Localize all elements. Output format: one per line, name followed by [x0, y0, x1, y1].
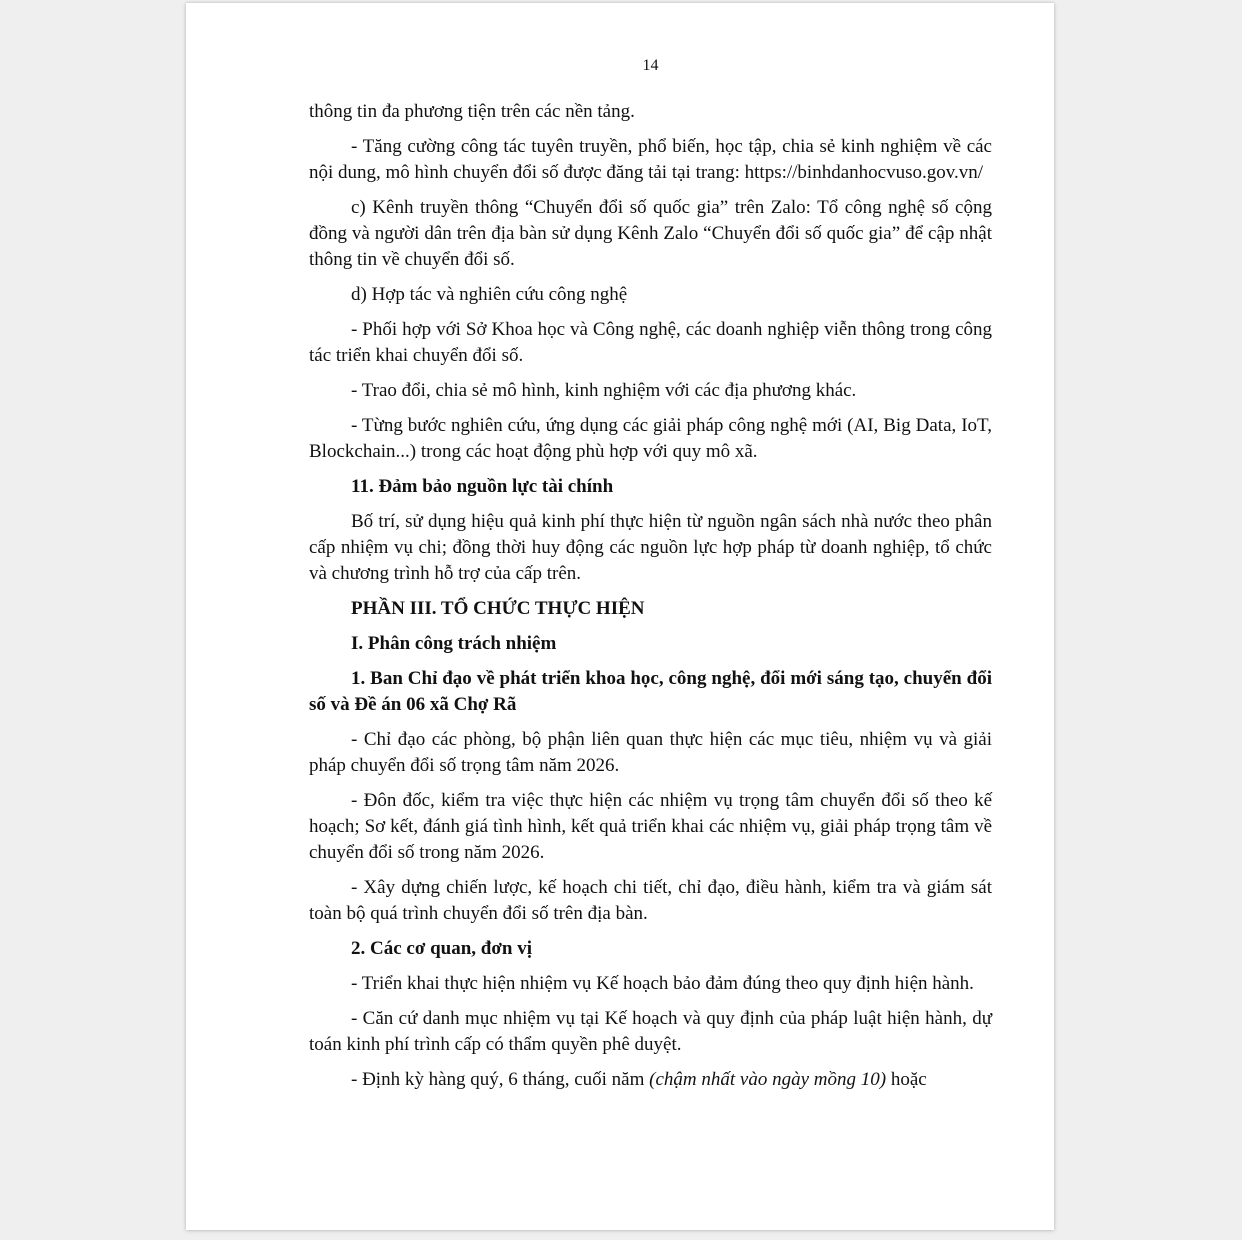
periodic-text-italic: (chậm nhất vào ngày mồng 10) [649, 1069, 887, 1090]
paragraph-urge: - Đôn đốc, kiểm tra việc thực hiện các nhiệm vụ trọng tâm chuyển đổi số theo kế hoạch; Sơ kết, đánh giá tình hình, kết quả triển khai các nhiệm vụ, giải pháp trọng tâm về chuyển đổi số trong năm 2026. [309, 790, 992, 863]
paragraph-research: - Từng bước nghiên cứu, ứng dụng các giải pháp công nghệ mới (AI, Big Data, IoT, Blockchain...) trong các hoạt động phù hợp với quy mô xã. [309, 415, 992, 462]
paragraph-coordinate: - Phối hợp với Sở Khoa học và Công nghệ, các doanh nghiệp viễn thông trong công tác triển khai chuyển đổi số. [309, 319, 992, 366]
periodic-text-after: hoặc [886, 1069, 927, 1090]
heading-steering-committee: 1. Ban Chỉ đạo về phát triển khoa học, công nghệ, đổi mới sáng tạo, chuyển đổi số và Đề án 06 xã Chợ Rã [309, 668, 992, 715]
paragraph-continuation: thông tin đa phương tiện trên các nền tảng. [309, 101, 635, 122]
document-page [186, 3, 1054, 1230]
paragraph-periodic [309, 1067, 992, 1093]
heading-part-three: PHẦN III. TỔ CHỨC THỰC HIỆN [351, 598, 645, 619]
periodic-text-before: - Định kỳ hàng quý, 6 tháng, cuối năm [351, 1069, 650, 1090]
paragraph-exchange: - Trao đổi, chia sẻ mô hình, kinh nghiệm với các địa phương khác. [351, 380, 857, 401]
paragraph-budget: - Căn cứ danh mục nhiệm vụ tại Kế hoạch và quy định của pháp luật hiện hành, dự toán kinh phí trình cấp có thẩm quyền phê duyệt. [309, 1008, 992, 1055]
heading-agencies: 2. Các cơ quan, đơn vị [351, 938, 532, 959]
heading-cooperation: d) Hợp tác và nghiên cứu công nghệ [351, 284, 628, 305]
paragraph-finance: Bố trí, sử dụng hiệu quả kinh phí thực hiện từ nguồn ngân sách nhà nước theo phân cấp nhiệm vụ chi; đồng thời huy động các nguồn lực hợp pháp từ doanh nghiệp, tổ chức và chương trình hỗ trợ của cấp trên. [309, 511, 992, 584]
heading-finance: 11. Đảm bảo nguồn lực tài chính [351, 476, 614, 497]
text-flow [309, 99, 992, 1102]
paragraph-zalo-channel: c) Kênh truyền thông “Chuyển đổi số quốc gia” trên Zalo: Tổ công nghệ số cộng đồng và người dân trên địa bàn sử dụng Kênh Zalo “Chuyển đổi số quốc gia” để cập nhật thông tin về chuyển đổi số. [309, 197, 992, 270]
paragraph-direct: - Chỉ đạo các phòng, bộ phận liên quan thực hiện các mục tiêu, nhiệm vụ và giải pháp chuyển đổi số trọng tâm năm 2026. [309, 729, 992, 776]
paragraph-strategy: - Xây dựng chiến lược, kế hoạch chi tiết, chỉ đạo, điều hành, kiểm tra và giám sát toàn bộ quá trình chuyển đổi số trên địa bàn. [309, 877, 992, 924]
page-number: 14 [642, 57, 659, 74]
paragraph-implement: - Triển khai thực hiện nhiệm vụ Kế hoạch bảo đảm đúng theo quy định hiện hành. [351, 973, 974, 994]
heading-responsibility: I. Phân công trách nhiệm [351, 633, 557, 654]
paragraph-propaganda: - Tăng cường công tác tuyên truyền, phổ biến, học tập, chia sẻ kinh nghiệm về các nội dung, mô hình chuyển đổi số được đăng tải tại trang: https://binhdanhocvuso.gov.vn/ [309, 136, 992, 183]
